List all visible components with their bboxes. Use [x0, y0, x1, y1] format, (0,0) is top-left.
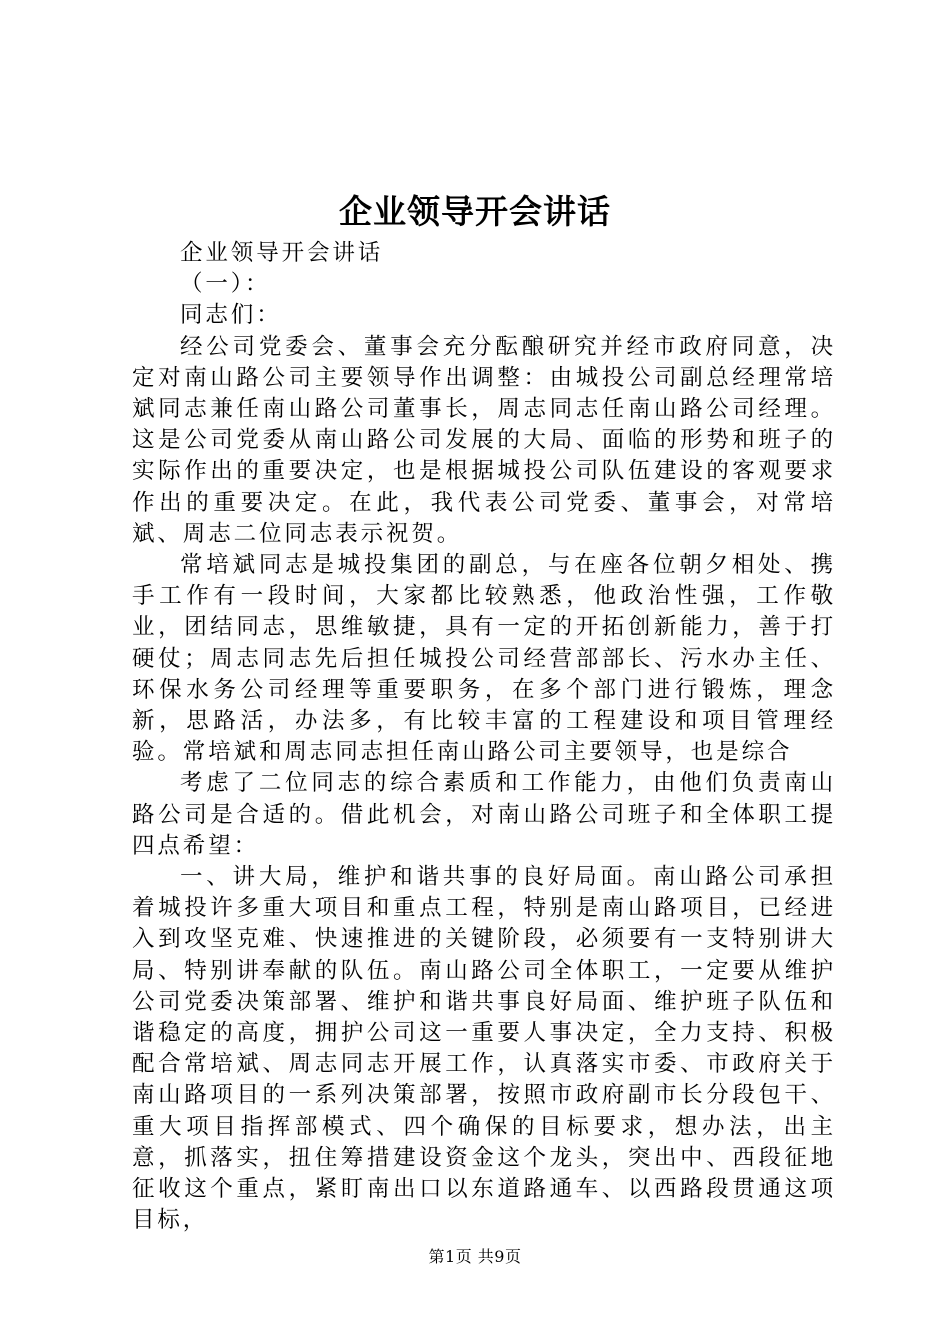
body-paragraph: 考虑了二位同志的综合素质和工作能力，由他们负责南山路公司是合适的。借此机会，对南山路公司班子和全体职工提四点希望： — [132, 770, 836, 859]
page-footer: 第1页 共9页 — [428, 1247, 522, 1266]
body-paragraph: 一、讲大局，维护和谐共事的良好局面。南山路公司承担着城投许多重大项目和重点工程，特别是南山路项目，已经进入到攻坚克难、快速推进的关键阶段，必须要有一支特别讲大局、特别讲奉献的队伍。南山路公司全体职工，一定要从维护公司党委决策部署、维护和谐共事良好局面、维护班子队伍和谐稳定的高度，拥护公司这一重要人事决定，全力支持、积极配合常培斌、周志同志开展工作，认真落实市委、市政府关于南山路项目的一系列决策部署，按照市政府副市长分段包干、重大项目指挥部模式、四个确保的目标要求，想办法，出主意，抓落实，扭住筹措建设资金这个龙头，突出中、西段征地征收这个重点，紧盯南出口以东道路通车、以西路段贯通这项目标， — [132, 864, 836, 1234]
section-marker-paragraph: （一）： — [180, 271, 271, 298]
document-body — [132, 238, 836, 1237]
body-paragraph: 经公司党委会、董事会充分酝酿研究并经市政府同意，决定对南山路公司主要领导作出调整：由城投公司副总经理常培斌同志兼任南山路公司董事长，周志同志任南山路公司经理。这是公司党委从南山路公司发展的大局、面临的形势和班子的实际作出的重要决定，也是根据城投公司队伍建设的客观要求作出的重要决定。在此，我代表公司党委、董事会，对常培斌、周志二位同志表示祝贺。 — [132, 333, 836, 547]
salutation-paragraph: 同志们： — [180, 302, 282, 329]
body-paragraph: 常培斌同志是城投集团的副总，与在座各位朝夕相处、携手工作有一段时间，大家都比较熟悉，他政治性强，工作敬业，团结同志，思维敏捷，具有一定的开拓创新能力，善于打硬仗；周志同志先后担任城投公司经营部部长、污水办主任、环保水务公司经理等重要职务，在多个部门进行锻炼，理念新，思路活，办法多，有比较丰富的工程建设和项目管理经验。常培斌和周志同志担任南山路公司主要领导，也是综合 — [132, 552, 836, 766]
subtitle-paragraph: 企业领导开会讲话 — [180, 240, 384, 266]
document-title: 企业领导开会讲话 — [339, 192, 611, 231]
